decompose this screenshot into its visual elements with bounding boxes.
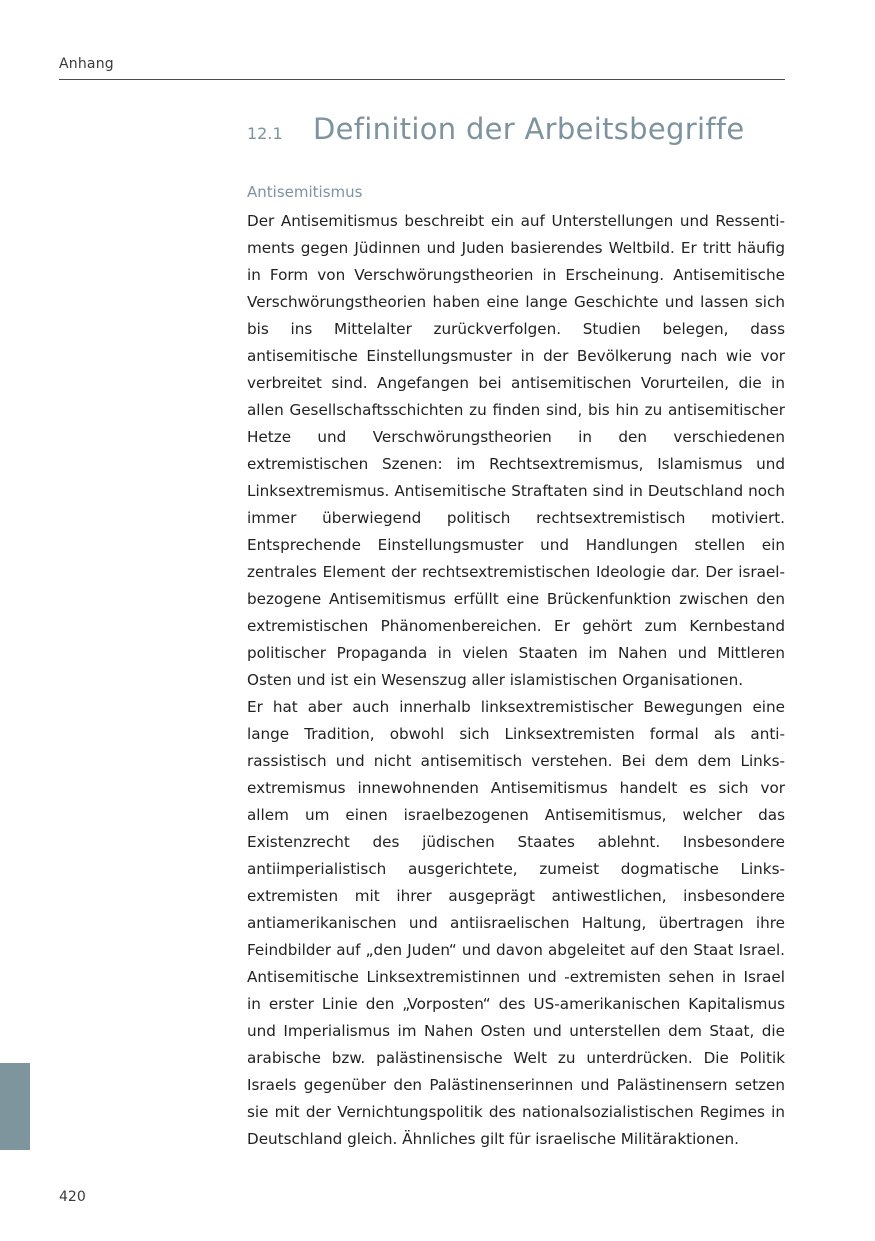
running-header: Anhang <box>59 56 114 72</box>
section-title <box>247 112 744 146</box>
body-text <box>247 208 785 1153</box>
section-number: 12.1 <box>247 124 283 143</box>
page-number: 420 <box>59 1189 86 1205</box>
paragraph: Er hat aber auch innerhalb linksextremistischer Bewegungen eine lange Tradition, obwohl sich Linksextremisten formal als antirassistisch und nicht antisemitisch verstehen. Bei dem dem Linksextremismus innewohnenden Antisemitismus handelt es sich vor allem um einen israelbezogenen Antisemitismus, welcher das Existenzrecht des jüdischen Staates ablehnt. Insbesondere antiimperialistisch ausgerichtete, zumeist dogmatische Linksextremisten mit ihrer ausgeprägt antiwestlichen, insbesondere antiamerikanischen und antiisraelischen Haltung, übertragen ihre Feindbilder auf „den Juden“ und davon abgeleitet auf den Staat Israel. Antisemitische Linksextremistinnen und -extremisten sehen in Israel in erster Linie den „Vorposten“ des US-amerikanischen Kapitalismus und Imperialismus im Nahen Osten und unterstellen dem Staat, die arabische bzw. palästinensische Welt zu unterdrücken. Die Politik Israels gegenüber den Palästinenserinnen und Palästinensern setzen sie mit der Vernichtungspolitik des nationalsozialistischen Regimes in Deutschland gleich. Ähnliches gilt für israelische Militäraktionen. <box>247 698 785 1148</box>
chapter-tab <box>0 1063 30 1150</box>
term-heading: Antisemitismus <box>247 183 363 201</box>
header-rule <box>59 79 785 80</box>
section-heading: Definition der Arbeitsbegriffe <box>313 112 745 146</box>
paragraph: Der Antisemitismus beschreibt ein auf Unterstellungen und Ressentiments gegen Jüdinnen und Juden basierendes Weltbild. Er tritt häufig in Form von Verschwörungstheorien in Erscheinung. Antisemitische Verschwörungstheorien haben eine lange Geschichte und lassen sich bis ins Mittelalter zurückverfolgen. Studien belegen, dass antisemitische Einstellungsmuster in der Bevölkerung nach wie vor verbreitet sind. Angefangen bei antisemitischen Vorurteilen, die in allen Gesellschaftsschichten zu finden sind, bis hin zu antisemitischer Hetze und Verschwörungstheorien in den verschiedenen extremistischen Szenen: im Rechtsextremismus, Islamismus und Linksextremismus. Antisemitische Straftaten sind in Deutschland noch immer überwiegend politisch rechtsextremistisch motiviert. Entsprechende Einstellungsmuster und Handlungen stellen ein zentrales Element der rechtsextremistischen Ideologie dar. Der israelbezogene Antisemitismus erfüllt eine Brückenfunktion zwischen den extremistischen Phänomenbereichen. Er gehört zum Kernbestand politischer Propaganda in vielen Staaten im Nahen und Mittleren Osten und ist ein Wesenszug aller islamistischen Organisationen. <box>247 212 785 689</box>
